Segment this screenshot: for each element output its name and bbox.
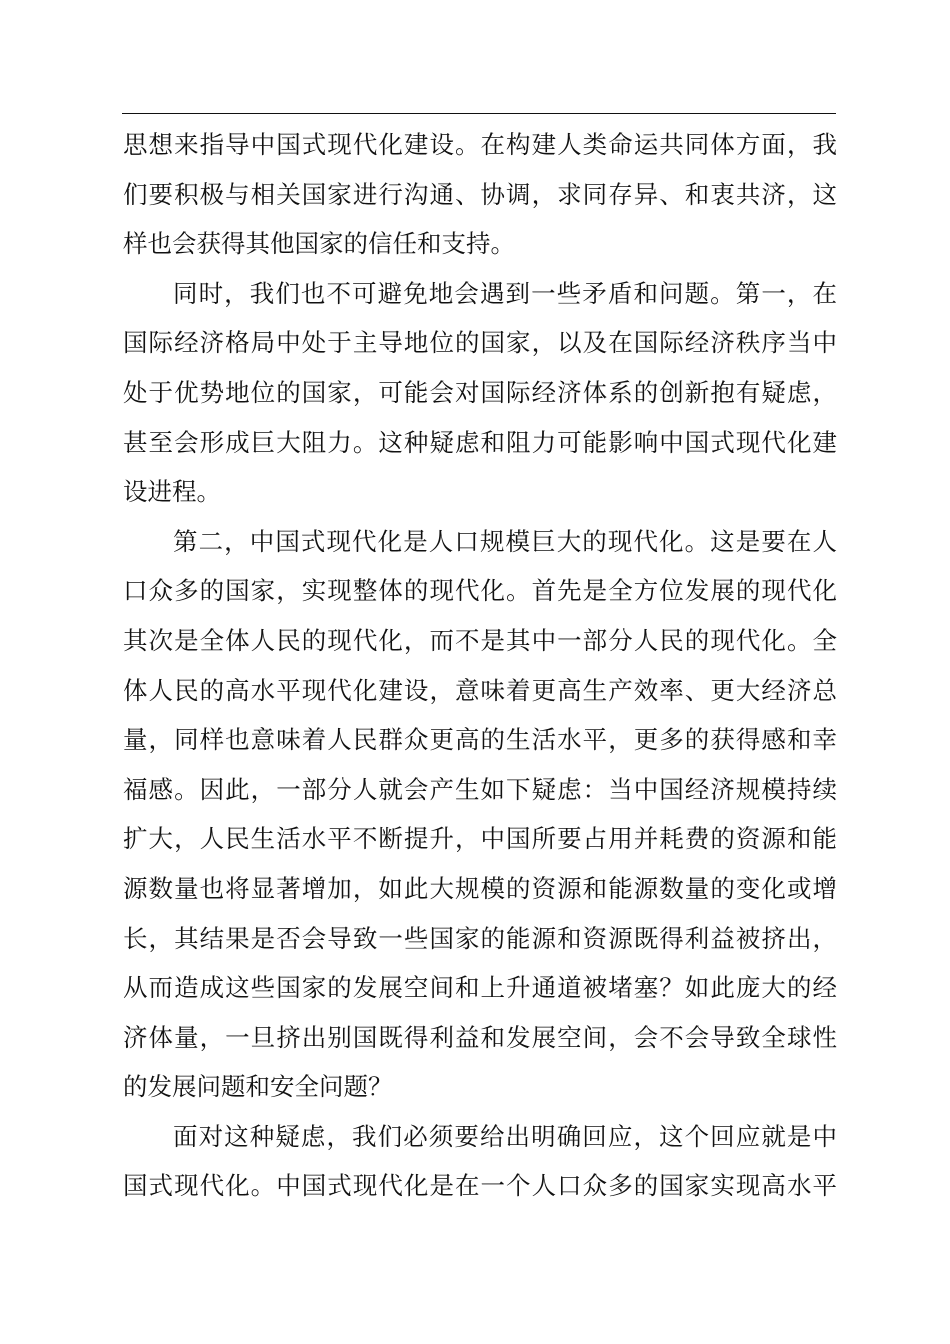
text-line: 体人民的高水平现代化建设，意味着更高生产效率、更大经济总 (123, 675, 837, 705)
text-line: 第二，中国式现代化是人口规模巨大的现代化。这是要在人 (173, 526, 837, 556)
text-line: 量，同样也意味着人民群众更高的生活水平，更多的获得感和幸 (123, 725, 837, 755)
text-line: 源数量也将显著增加，如此大规模的资源和能源数量的变化或增 (123, 873, 837, 903)
text-line: 长，其结果是否会导致一些国家的能源和资源既得利益被挤出， (123, 923, 837, 953)
body-text (123, 127, 837, 1218)
text-line: 的发展问题和安全问题？ (123, 1072, 393, 1102)
text-line: 国际经济格局中处于主导地位的国家，以及在国际经济秩序当中 (123, 328, 837, 358)
text-line: 思想来指导中国式现代化建设。在构建人类命运共同体方面，我 (123, 130, 837, 159)
text-line: 其次是全体人民的现代化，而不是其中一部分人民的现代化。全 (123, 625, 837, 655)
text-line: 济体量，一旦挤出别国既得利益和发展空间，会不会导致全球性 (123, 1022, 837, 1052)
text-line: 福感。因此，一部分人就会产生如下疑虑：当中国经济规模持续 (123, 774, 837, 804)
text-line: 同时，我们也不可避免地会遇到一些矛盾和问题。第一，在 (173, 278, 837, 308)
text-line: 样也会获得其他国家的信任和支持。 (123, 229, 515, 259)
text-line: 处于优势地位的国家，可能会对国际经济体系的创新抱有疑虑， (123, 377, 837, 407)
text-line: 甚至会形成巨大阻力。这种疑虑和阻力可能影响中国式现代化建 (123, 427, 837, 457)
text-line: 们要积极与相关国家进行沟通、协调，求同存异、和衷共济，这 (123, 179, 837, 209)
text-line: 面对这种疑虑，我们必须要给出明确回应，这个回应就是中 (173, 1121, 837, 1151)
text-line: 设进程。 (123, 477, 221, 507)
text-line: 口众多的国家，实现整体的现代化。首先是全方位发展的现代化 (123, 576, 837, 606)
text-line: 扩大，人民生活水平不断提升，中国所要占用并耗费的资源和能 (123, 824, 837, 854)
header-rule (122, 113, 836, 114)
text-line: 从而造成这些国家的发展空间和上升通道被堵塞？如此庞大的经 (123, 973, 837, 1003)
text-line: 国式现代化。中国式现代化是在一个人口众多的国家实现高水平 (123, 1171, 837, 1201)
